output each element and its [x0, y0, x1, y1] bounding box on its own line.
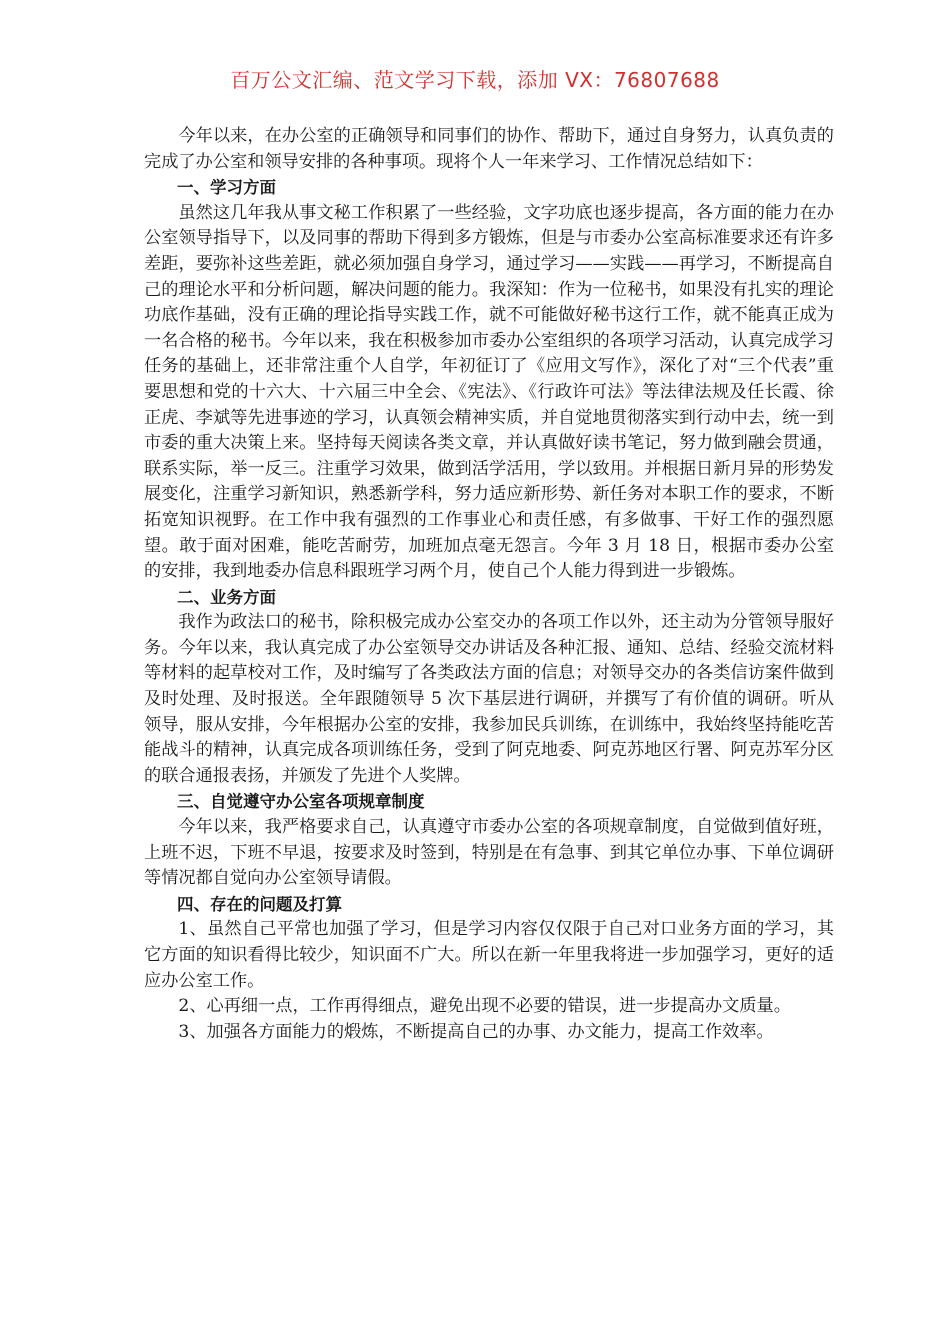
problem-item-2: 2、心再细一点，工作再得细点，避免出现不必要的错误，进一步提高办文质量。: [178, 996, 791, 1017]
section-paragraph-study: 虽然这几年我从事文秘工作积累了一些经验，文字功底也逐步提高，各方面的能力在办公室领导指导下，以及同事的帮助下得到多方锻炼，但是与市委办公室高标准要求还有许多差距，要弥补这些差距，就必须加强自身学习，通过学习——实践——再学习，不断提高自己的理论水平和分析问题，解决问题的能力。我深知：作为一位秘书，如果没有扎实的理论功底作基础，没有正确的理论指导实践工作，就不可能做好秘书这行工作，就不能真正成为一名合格的秘书。今年以来，我在积极参加市委办公室组织的各项学习活动，认真完成学习任务的基础上，还非常注重个人自学，年初征订了《应用文写作》，深化了对“三个代表”重要思想和党的十六大、十六届三中全会、《宪法》、《行政许可法》等法律法规及任长霞、徐正虎、李斌等先进事迹的学习，认真领会精神实质，并自觉地贯彻落实到行动中去，统一到市委的重大决策上来。坚持每天阅读各类文章，并认真做好读书笔记，努力做到融会贯通，联系实际，举一反三。注重学习效果，做到活学活用，学以致用。并根据日新月异的形势发展变化，注重学习新知识，熟悉新学科，努力适应新形势、新任务对本职工作的要求，不断拓宽知识视野。在工作中我有强烈的工作事业心和责任感，有多做事、干好工作的强烈愿望。敢于面对困难，能吃苦耐劳，加班加点毫无怨言。今年 3 月 18 日，根据市委办公室的安排，我到地委办信息科跟班学习两个月，使自己个人能力得到进一步锻炼。: [144, 202, 834, 582]
intro-paragraph: 今年以来，在办公室的正确领导和同事们的协作、帮助下，通过自身努力，认真负责的完成了办公室和领导安排的各种事项。现将个人一年来学习、工作情况总结如下：: [144, 126, 834, 172]
section-heading-rules: 三、自觉遵守办公室各项规章制度: [177, 792, 425, 812]
section-paragraph-business: 我作为政法口的秘书，除积极完成办公室交办的各项工作以外，还主动为分管领导服好务。今年以来，我认真完成了办公室领导交办讲话及各种汇报、通知、总结、经验交流材料等材料的起草校对工作，及时编写了各类政法方面的信息；对领导交办的各类信访案件做到及时处理、及时报送。全年跟随领导 5 次下基层进行调研，并撰写了有价值的调研。听从领导，服从安排，今年根据办公室的安排，我参加民兵训练，在训练中，我始终坚持能吃苦能战斗的精神，认真完成各项训练任务，受到了阿克地委、阿克苏地区行署、阿克苏军分区的联合通报表扬，并颁发了先进个人奖牌。: [144, 612, 834, 786]
problem-item-3: 3、加强各方面能力的煅炼，不断提高自己的办事、办文能力，提高工作效率。: [178, 1021, 774, 1042]
section-heading-problems: 四、存在的问题及打算: [177, 894, 342, 914]
document-body: [144, 124, 834, 1045]
section-heading-business: 二、业务方面: [177, 587, 276, 607]
header-banner: 百万公文汇编、范文学习下载，添加 VX：76807688: [230, 68, 720, 92]
problem-item-1: 1、虽然自己平常也加强了学习，但是学习内容仅仅限于自己对口业务方面的学习，其它方面的知识看得比较少，知识面不广大。所以在新一年里我将进一步加强学习，更好的适应办公室工作。: [144, 919, 834, 991]
section-heading-study: 一、学习方面: [177, 178, 276, 198]
section-paragraph-rules: 今年以来，我严格要求自己，认真遵守市委办公室的各项规章制度，自觉做到值好班，上班不迟，下班不早退，按要求及时签到，特别是在有急事、到其它单位办事、下单位调研等情况都自觉向办公室领导请假。: [144, 817, 834, 889]
